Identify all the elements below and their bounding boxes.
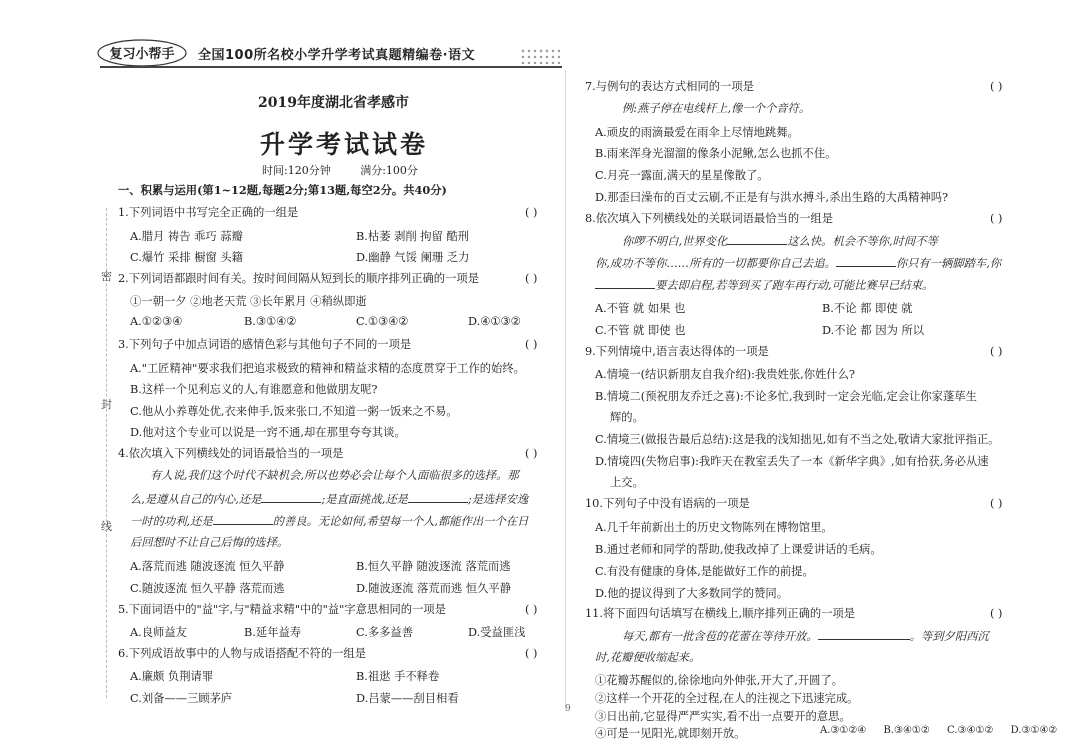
q11-sentence-2: ②这样一个开花的全过程,在人的注视之下迅速完成。 (595, 692, 859, 705)
q3-option-a[interactable]: A."工匠精神"要求我们把追求极致的精神和精益求精的态度贯穿于工作的始终。 (130, 362, 525, 375)
q4-answer-bracket[interactable]: ( ) (525, 447, 538, 460)
logo-text: 复习小帮手 (109, 47, 175, 62)
q10-stem: 10.下列句子中没有语病的一项是 (585, 497, 750, 510)
q10-option-b[interactable]: B.通过老师和同学的帮助,使我改掉了上课爱讲话的毛病。 (595, 543, 882, 556)
q8-stem: 8.依次填入下列横线处的关联词语最恰当的一组是 (585, 212, 834, 225)
q8-blank-3[interactable] (595, 278, 655, 289)
q4-option-d[interactable]: D.随波逐流 落荒而逃 恒久平静 (356, 582, 511, 595)
q1-option-b[interactable]: B.枯萎 剥削 拘留 酷刑 (356, 230, 470, 243)
series-title: 全国100所名校小学升学考试真题精编卷·语文 (198, 48, 476, 63)
q9-option-b-line-2: 辉的。 (610, 411, 644, 424)
q11-answer-bracket[interactable]: ( ) (990, 607, 1003, 620)
q8-passage-line-1 (622, 234, 938, 249)
q4-blank-1[interactable] (261, 492, 321, 503)
q4-passage-line-4: 后回想时不让自己后悔的选择。 (130, 536, 289, 549)
q5-option-c[interactable]: C.多多益善 (356, 626, 414, 639)
q6-answer-bracket[interactable]: ( ) (525, 647, 538, 660)
q11-sentence-3: ③日出前,它显得严严实实,看不出一点要开的意思。 (595, 710, 851, 723)
q7-option-a[interactable]: A.顽皮的雨滴最爱在雨伞上尽情地跳舞。 (595, 126, 799, 139)
q7-option-b[interactable]: B.雨来浑身光溜溜的像条小泥鳅,怎么也抓不住。 (595, 147, 837, 160)
q2-stem: 2.下列词语都跟时间有关。按时间间隔从短到长的顺序排列正确的一项是 (118, 272, 479, 285)
q9-stem: 9.下列情境中,语言表达得体的一项是 (585, 345, 769, 358)
q10-option-a[interactable]: A.几千年前新出土的历史文物陈列在博物馆里。 (595, 521, 833, 534)
q4-option-c[interactable]: C.随波逐流 恒久平静 落荒而逃 (130, 582, 285, 595)
q2-option-c[interactable]: C.①③④② (356, 315, 409, 328)
q4-stem: 4.依次填入下列横线处的词语最恰当的一项是 (118, 447, 344, 460)
q6-stem: 6.下列成语故事中的人物与成语搭配不符的一组是 (118, 647, 367, 660)
q3-option-b[interactable]: B.这样一个见利忘义的人,有谁愿意和他做朋友呢? (130, 383, 378, 396)
q11-passage-1b: 。等到夕阳西沉 (909, 630, 989, 643)
q4-option-b[interactable]: B.恒久平静 随波逐流 落荒而逃 (356, 560, 511, 573)
q11-options (820, 725, 1057, 736)
exam-info (262, 162, 444, 178)
q7-option-d[interactable]: D.那歪曰澡布的百丈云刷,不正是有与洪水搏斗,杀出生路的大禹精神吗? (595, 191, 949, 204)
q11-blank[interactable] (818, 629, 910, 640)
q8-passage-1a: 你啰不明白,世界变化 (622, 235, 728, 248)
q4-passage-2c: ;是选择安逸 (467, 493, 529, 506)
q4-passage-line-3 (130, 514, 528, 529)
q1-option-d[interactable]: D.幽静 气馁 阑珊 乏力 (356, 251, 470, 264)
exam-year-region: 2019年度湖北省孝感市 (258, 95, 409, 111)
q7-option-c[interactable]: C.月亮一露面,满天的星星像散了。 (595, 169, 769, 182)
q4-passage-line-1: 有人说,我们这个时代不缺机会,所以也势必会让每个人面临很多的选择。那 (150, 469, 519, 482)
q2-answer-bracket[interactable]: ( ) (525, 272, 538, 285)
header-dots (520, 48, 560, 64)
q6-option-b[interactable]: B.祖逖 手不释卷 (356, 670, 440, 683)
q7-answer-bracket[interactable]: ( ) (990, 80, 1003, 93)
q8-passage-2b: 你只有一辆脚踏车,你 (895, 257, 1002, 270)
q4-passage-2b: ;是直面挑战,还是 (321, 493, 408, 506)
q11-passage-line-2: 时,花瓣便收缩起来。 (595, 651, 701, 664)
q8-blank-1[interactable] (727, 234, 787, 245)
q7-example: 例:燕子停在电线杆上,像一个个音符。 (622, 102, 811, 115)
q9-option-c[interactable]: C.情境三(做报告最后总结):这是我的浅知拙见,如有不当之处,敬请大家批评指正。 (595, 433, 1000, 446)
q11-sentence-1: ①花瓣苏醒似的,徐徐地向外伸张,开大了,开圆了。 (595, 674, 844, 687)
q6-option-a[interactable]: A.廉颇 负荆请罪 (130, 670, 214, 683)
q9-option-d-line-1[interactable]: D.情境四(失物启事):我昨天在教室丢失了一本《新华字典》,如有拾获,务必从速 (595, 455, 989, 468)
q10-option-c[interactable]: C.有没有健康的身体,是能做好工作的前提。 (595, 565, 814, 578)
q11-option-d[interactable]: D.③①④② (1010, 725, 1058, 736)
q5-option-b[interactable]: B.延年益寿 (244, 626, 302, 639)
q1-answer-bracket[interactable]: ( ) (525, 206, 538, 219)
q9-option-d-line-2: 上交。 (610, 476, 644, 489)
binding-label-xian: 线 (101, 520, 112, 533)
q11-stem: 11.将下面四句话填写在横线上,顺序排列正确的一项是 (585, 607, 856, 620)
q11-option-c[interactable]: C.③④①② (947, 725, 994, 736)
q8-option-a[interactable]: A.不管 就 如果 也 (595, 302, 686, 315)
q8-blank-2[interactable] (836, 256, 896, 267)
q4-option-a[interactable]: A.落荒而逃 随波逐流 恒久平静 (130, 560, 285, 573)
q3-option-c[interactable]: C.他从小养尊处优,衣来伸手,饭来张口,不知道一粥一饭来之不易。 (130, 405, 458, 418)
binding-label-mi: 密 (101, 270, 112, 283)
q1-stem: 1.下列词语中书写完全正确的一组是 (118, 206, 299, 219)
q5-stem: 5.下面词语中的"益"字,与"精益求精"中的"益"字意思相同的一项是 (118, 603, 446, 616)
q2-option-d[interactable]: D.④①③② (468, 315, 521, 328)
binding-label-feng: 封 (101, 398, 112, 411)
q8-answer-bracket[interactable]: ( ) (990, 212, 1003, 225)
header-rule (100, 66, 562, 68)
q4-blank-3[interactable] (213, 514, 273, 525)
logo-badge-icon (96, 38, 188, 68)
q4-passage-line-2 (130, 492, 528, 507)
q10-answer-bracket[interactable]: ( ) (990, 497, 1003, 510)
q8-option-b[interactable]: B.不论 都 即使 就 (822, 302, 913, 315)
q11-option-b[interactable]: B.③④①② (883, 725, 930, 736)
q9-option-a[interactable]: A.情境一(结识新朋友自我介绍):我贵姓张,你姓什么? (595, 368, 855, 381)
q8-passage-1b: 这么快。机会不等你,时间不等 (787, 235, 938, 248)
q10-option-d[interactable]: D.他的提议得到了大多数同学的赞同。 (595, 587, 788, 600)
q2-items: ①一朝一夕 ②地老天荒 ③长年累月 ④稍纵即逝 (130, 295, 367, 308)
q1-option-a[interactable]: A.腊月 祷告 乖巧 蒜瓣 (130, 230, 243, 243)
page-number: 9 (565, 704, 571, 714)
column-divider (565, 70, 566, 710)
q8-passage-line-3 (595, 278, 933, 293)
q9-answer-bracket[interactable]: ( ) (990, 345, 1003, 358)
q5-option-d[interactable]: D.受益匪浅 (468, 626, 526, 639)
q2-option-b[interactable]: B.③①④② (244, 315, 297, 328)
q7-stem: 7.与例句的表达方式相同的一项是 (585, 80, 754, 93)
q4-blank-2[interactable] (408, 492, 468, 503)
section-heading: 一、积累与运用(第1~12题,每题2分;第13题,每空2分。共40分) (118, 183, 447, 197)
q8-option-d[interactable]: D.不论 都 因为 所以 (822, 324, 925, 337)
exam-time: 时间:120分钟 (262, 164, 331, 177)
q4-passage-3b: 的善良。无论如何,希望每一个人,都能作出一个在日 (272, 515, 529, 528)
q11-passage-line-1 (622, 629, 989, 644)
exam-score: 满分:100分 (360, 164, 418, 177)
q4-passage-3a: 一时的功利,还是 (130, 515, 213, 528)
q5-answer-bracket[interactable]: ( ) (525, 603, 538, 616)
q8-passage-3: 要去即启程,若等到买了跑车再行动,可能比赛早已结束。 (655, 279, 934, 292)
q8-passage-line-2 (595, 256, 1001, 271)
q11-option-a[interactable]: A.③①②④ (820, 725, 867, 736)
q11-sentence-4: ④可是一见阳光,就即刻开放。 (595, 727, 746, 740)
q2-option-a[interactable]: A.①②③④ (130, 315, 183, 328)
q9-option-b-line-1[interactable]: B.情境二(预祝朋友乔迁之喜):不论多忙,我到时一定会光临,定会让你家蓬荜生 (595, 390, 977, 403)
q3-answer-bracket[interactable]: ( ) (525, 338, 538, 351)
q5-option-a[interactable]: A.良师益友 (130, 626, 187, 639)
q8-option-c[interactable]: C.不管 就 即使 也 (595, 324, 686, 337)
exam-title: 升学考试试卷 (260, 130, 429, 159)
q3-option-d[interactable]: D.他对这个专业可以说是一窍不通,却在那里夸夸其谈。 (130, 426, 406, 439)
q8-passage-2a: 你,成功不等你……所有的一切都要你自己去追。 (595, 257, 836, 270)
q4-passage-2a: 么,是遵从自己的内心,还是 (130, 493, 262, 506)
q11-passage-1a: 每天,都有一批含苞的花蕾在等待开放。 (622, 630, 818, 643)
q6-option-c[interactable]: C.刘备——三顾茅庐 (130, 692, 233, 705)
q3-stem: 3.下列句子中加点词语的感情色彩与其他句子不同的一项是 (118, 338, 412, 351)
q1-option-c[interactable]: C.爆竹 采排 橱窗 头籍 (130, 251, 243, 264)
q6-option-d[interactable]: D.吕蒙——刮目相看 (356, 692, 459, 705)
logo (96, 38, 188, 68)
